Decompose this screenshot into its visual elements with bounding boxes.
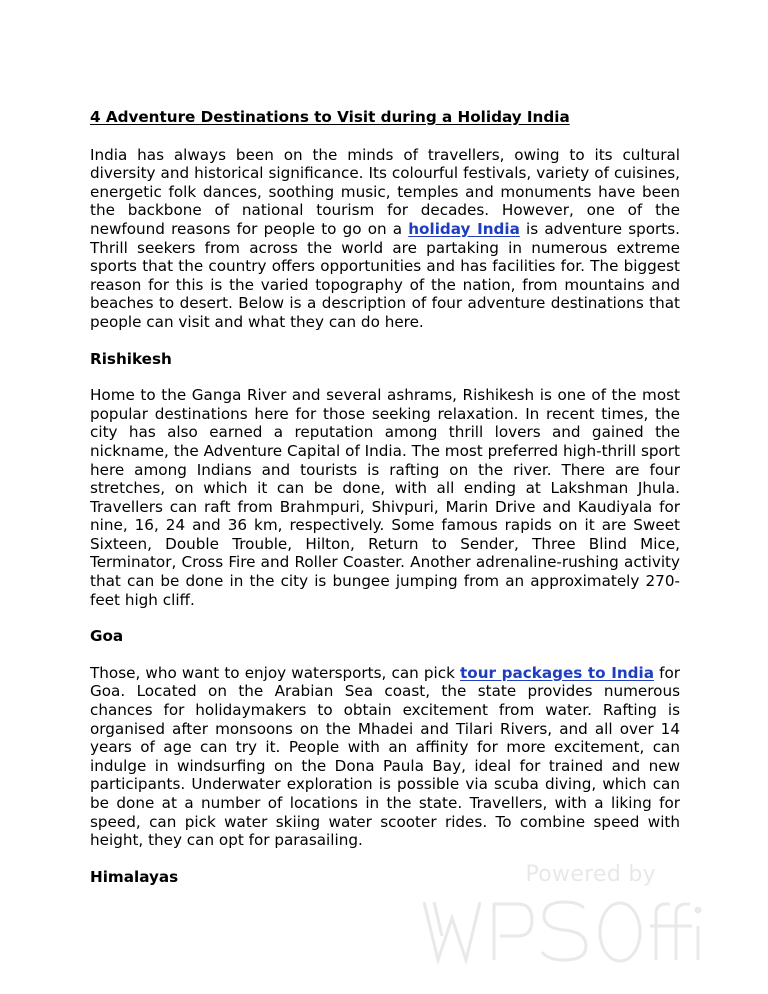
document-page <box>90 108 680 904</box>
intro-text-after: is adventure sports. Thrill seekers from across the world are partaking in numerous extreme sports that the country offers opportunities and has facilities for. The biggest reason for this is the varied topography of the nation, from mountains and beaches to desert. Below is a description of four adventure destinations that people can visit and what they can do here. <box>90 219 680 331</box>
rishikesh-paragraph: Home to the Ganga River and several ashrams, Rishikesh is one of the most popular destinations here for those seeking relaxation. In recent times, the city has also earned a reputation among thrill lovers and gained the nickname, the Adventure Capital of India. The most preferred high-thrill sport here among Indians and tourists is rafting on the river. There are four stretches, on which it can be done, with all ending at Lakshman Jhula. Travellers can raft from Brahmpuri, Shivpuri, Marin Drive and Kaudiyala for nine, 16, 24 and 36 km, respectively. Some famous rapids on it are Sweet Sixteen, Double Trouble, Hilton, Return to Sender, Three Blind Mice, Terminator, Cross Fire and Roller Coaster. Another adrenaline-rushing activity that can be done in the city is bungee jumping from an approximately 270-feet high cliff. <box>90 386 680 609</box>
document-title: 4 Adventure Destinations to Visit during a Holiday India <box>90 108 570 126</box>
tour-packages-link[interactable]: tour packages to India <box>460 663 654 682</box>
goa-text-after: for Goa. Located on the Arabian Sea coast, the state provides numerous chances for holidaymakers to obtain excitement from water. Rafting is organised after monsoons on the Mhadei and Tilari Rivers, and all over 14 years of age can try it. People with an affinity for more excitement, can indulge in windsurfing on the Dona Paula Bay, ideal for trained and new participants. Underwater exploration is possible via scuba diving, which can be done at a number of locations in the state. Travellers, with a liking for speed, can pick water skiing water scooter rides. To combine speed with height, they can opt for parasailing. <box>90 663 680 850</box>
watermark-powered-by: Powered by <box>525 862 656 887</box>
holiday-india-link[interactable]: holiday India <box>408 219 520 238</box>
intro-paragraph <box>90 146 680 332</box>
wps-office-logo <box>420 892 720 972</box>
goa-heading: Goa <box>90 627 124 646</box>
himalayas-heading: Himalayas <box>90 867 179 886</box>
goa-text-before: Those, who want to enjoy watersports, can pick <box>90 663 461 682</box>
intro-text-before: India has always been on the minds of travellers, owing to its cultural diversity and historical significance. Its colourful festivals, variety of cuisines, energetic folk dances, soothing music, temples and monuments have been the backbone of national tourism for decades. However, one of the newfound reasons for people to go on a <box>90 145 680 238</box>
rishikesh-heading: Rishikesh <box>90 349 172 368</box>
goa-paragraph <box>90 664 680 850</box>
wps-watermark <box>420 860 720 970</box>
